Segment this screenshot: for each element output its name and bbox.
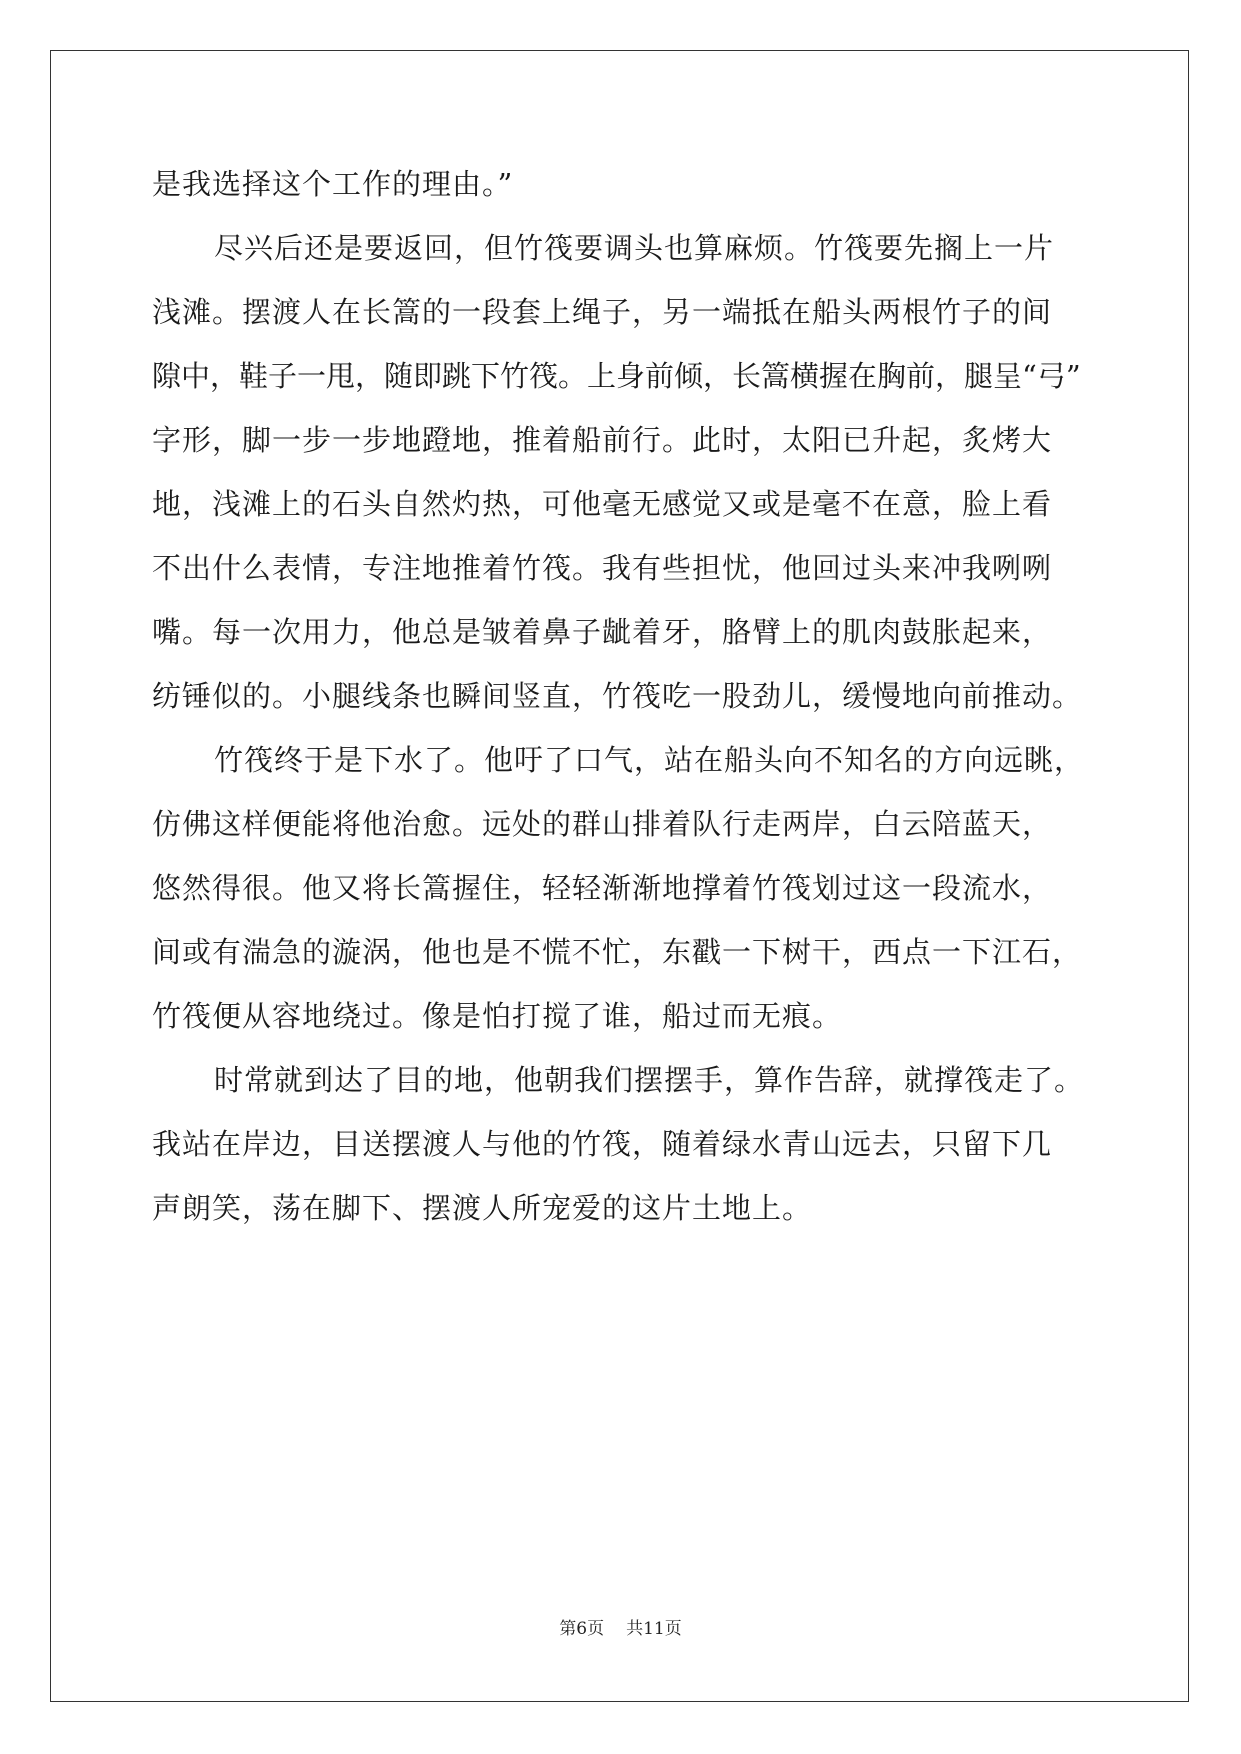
page-total: 共11页: [626, 1619, 682, 1639]
text-line: 仿佛这样便能将他治愈。远处的群山排着队行走两岸，白云陪蓝天，: [152, 807, 1053, 841]
text-line: 字形，脚一步一步地蹬地，推着船前行。此时，太阳已升起，炙烤大: [152, 423, 1053, 457]
text-line: 是我选择这个工作的理由。”: [152, 167, 514, 201]
text-line: 竹筏便从容地绕过。像是怕打搅了谁，船过而无痕。: [152, 999, 843, 1033]
text-line: 嘴。每一次用力，他总是皱着鼻子龇着牙，胳臂上的肌肉鼓胀起来，: [152, 615, 1053, 649]
document-body: [152, 152, 1102, 1240]
page-number: 第6页: [559, 1619, 605, 1639]
text-line: 纺锤似的。小腿线条也瞬间竖直，竹筏吃一股劲儿，缓慢地向前推动。: [152, 679, 1083, 713]
page-footer: [0, 1614, 1241, 1639]
text-line: 地，浅滩上的石头自然灼热，可他毫无感觉又或是毫不在意，脸上看: [152, 487, 1053, 521]
text-line: 不出什么表情，专注地推着竹筏。我有些担忧，他回过头来冲我咧咧: [152, 551, 1053, 585]
text-line: 声朗笑，荡在脚下、摆渡人所宠爱的这片土地上。: [152, 1191, 813, 1225]
text-line: 间或有湍急的漩涡，他也是不慌不忙，东戳一下树干，西点一下江石，: [152, 935, 1083, 969]
text-line: 隙中，鞋子一甩，随即跳下竹筏。上身前倾，长篙横握在胸前，腿呈“弓”: [152, 359, 1081, 393]
text-line: 我站在岸边，目送摆渡人与他的竹筏，随着绿水青山远去，只留下几: [152, 1127, 1053, 1161]
text-line: 悠然得很。他又将长篙握住，轻轻渐渐地撑着竹筏划过这一段流水，: [152, 871, 1053, 905]
text-line: 浅滩。摆渡人在长篙的一段套上绳子，另一端抵在船头两根竹子的间: [152, 295, 1053, 329]
paragraph-first-line: 尽兴后还是要返回，但竹筏要调头也算麻烦。竹筏要先搁上一片: [214, 231, 1055, 265]
paragraph-first-line: 竹筏终于是下水了。他吁了口气，站在船头向不知名的方向远眺，: [214, 743, 1085, 777]
paragraph-first-line: 时常就到达了目的地，他朝我们摆摆手，算作告辞，就撑筏走了。: [214, 1063, 1085, 1097]
